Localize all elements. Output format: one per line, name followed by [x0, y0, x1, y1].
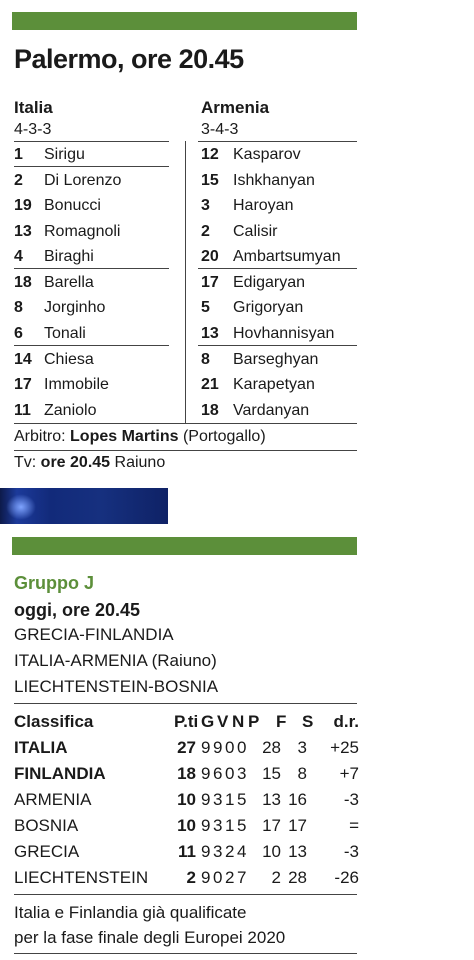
lineup-divider: [185, 141, 186, 423]
home-player: 13 Romagnoli: [14, 223, 121, 240]
away-player: 12 Kasparov: [201, 146, 301, 163]
fixture: LIECHTENSTEIN-BOSNIA: [14, 677, 219, 696]
away-player: 8 Barseghyan: [201, 351, 319, 368]
standings-row: GRECIA 11 9 3 2 4 10 13 -3: [14, 842, 359, 861]
top-accent-bar: [12, 12, 357, 30]
referee-divider: [14, 450, 357, 451]
group-accent-bar: [12, 537, 357, 555]
fixture: ITALIA-ARMENIA (Raiuno): [14, 651, 217, 670]
home-player: 11 Zaniolo: [14, 402, 97, 419]
home-player: 8 Jorginho: [14, 299, 106, 316]
away-player: 3 Haroyan: [201, 197, 294, 214]
qualification-note-line1: Italia e Finlandia già qualificate: [14, 903, 247, 922]
fixtures-divider: [14, 703, 357, 704]
note-bottom-line: [14, 953, 357, 954]
home-player: 19 Bonucci: [14, 197, 101, 214]
away-player: 21 Karapetyan: [201, 376, 315, 393]
home-player: 4 Biraghi: [14, 248, 94, 265]
home-player: 2 Di Lorenzo: [14, 172, 122, 189]
away-formation: 3-4-3: [201, 121, 239, 138]
standings-header: Classifica P.ti G V N P F S d.r.: [14, 712, 359, 731]
standings-row: ITALIA 27 9 9 0 0 28 3 +25: [14, 738, 359, 757]
away-team-name: Armenia: [201, 98, 270, 117]
home-player: 1 Sirigu: [14, 146, 85, 163]
standings-row: LIECHTENSTEIN 2 9 0 2 7 2 28 -26: [14, 868, 359, 887]
standings-row: FINLANDIA 18 9 6 0 3 15 8 +7: [14, 764, 359, 783]
away-player: 2 Calisir: [201, 223, 278, 240]
tv-line: Tv: ore 20.45 Raiuno: [14, 454, 166, 471]
home-player: 17 Immobile: [14, 376, 109, 393]
away-player: 13 Hovhannisyan: [201, 325, 335, 342]
photo-highlight: [6, 494, 36, 520]
away-player: 5 Grigoryan: [201, 299, 304, 316]
away-player: 20 Ambartsumyan: [201, 248, 341, 265]
match-title: Palermo, ore 20.45: [14, 44, 244, 74]
group-date: oggi, ore 20.45: [14, 600, 141, 620]
referee-line: Arbitro: Lopes Martins (Portogallo): [14, 428, 266, 445]
home-team-name: Italia: [14, 98, 53, 117]
home-player: 14 Chiesa: [14, 351, 94, 368]
standings-bottom-line: [14, 894, 357, 895]
home-player: 6 Tonali: [14, 325, 86, 342]
standings-row: ARMENIA 10 9 3 1 5 13 16 -3: [14, 790, 359, 809]
fixture: GRECIA-FINLANDIA: [14, 625, 174, 644]
home-player: 18 Barella: [14, 274, 94, 291]
home-formation: 4-3-3: [14, 121, 52, 138]
lineup-bottom-line: [14, 423, 357, 424]
group-title: Gruppo J: [14, 573, 94, 593]
away-player: 15 Ishkhanyan: [201, 172, 315, 189]
away-player: 17 Edigaryan: [201, 274, 306, 291]
away-player: 18 Vardanyan: [201, 402, 310, 419]
standings-row: BOSNIA 10 9 3 1 5 17 17 =: [14, 816, 359, 835]
qualification-note-line2: per la fase finale degli Europei 2020: [14, 928, 286, 947]
